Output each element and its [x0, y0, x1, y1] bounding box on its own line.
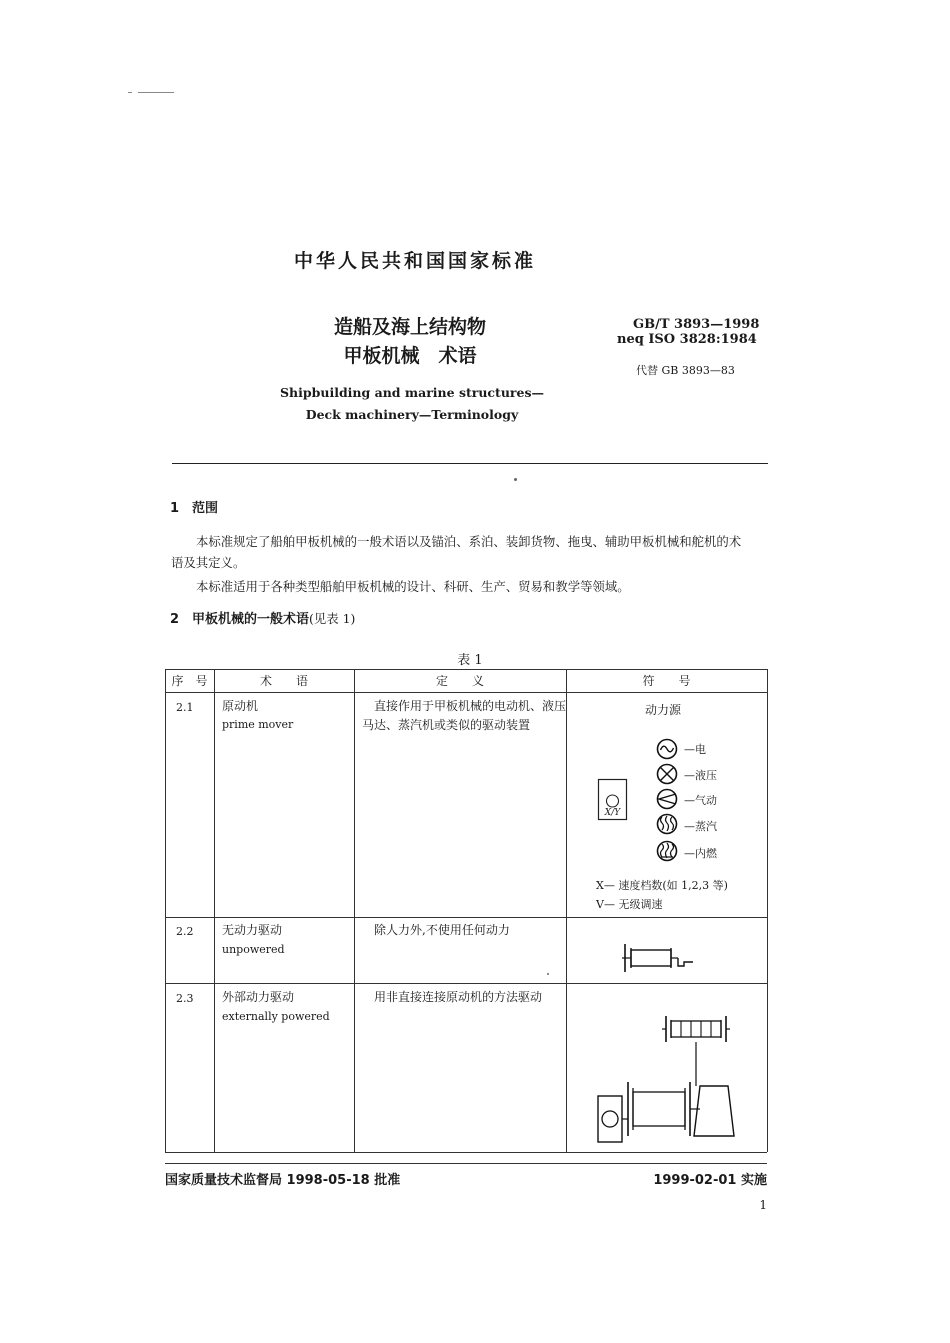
title-en-line2: Deck machinery—Terminology: [305, 407, 519, 422]
row3-def-line1: 用非直接连接原动机的方法驱动: [374, 990, 543, 1004]
title-cn-line2: 甲板机械 术语: [343, 345, 477, 367]
electric-source-icon: [656, 738, 678, 760]
table-caption: 表 1: [457, 653, 483, 668]
hydraulic-source-icon: [656, 763, 678, 785]
row1-no: 2.1: [176, 701, 194, 714]
row1-symbol-title: 动力源: [645, 703, 682, 717]
scan-dot: [547, 973, 549, 975]
table-col-divider-1: [214, 669, 215, 1152]
approval-line: 国家质量技术监督局 1998-05-18 批准: [165, 1173, 401, 1188]
iso-equivalent: neq ISO 3828:1984: [617, 332, 757, 347]
header-definition: 定 义: [435, 674, 484, 688]
row2-term-cn: 无动力驱动: [222, 923, 283, 937]
row2-def-line1: 除人力外,不使用任何动力: [374, 923, 510, 937]
table-left-border: [165, 669, 166, 1152]
row1-term-cn: 原动机: [222, 699, 259, 713]
row3-term-en: externally powered: [222, 1010, 330, 1023]
scan-mark-short: [128, 92, 132, 93]
section2-heading-ref: (见表 1): [309, 611, 356, 626]
combustion-source-icon: [656, 840, 678, 862]
row2-term-en: unpowered: [222, 943, 285, 956]
page-number: 1: [759, 1198, 767, 1212]
national-standard-heading: 中华人民共和国国家标准: [293, 250, 536, 272]
row1-note-x: X— 速度档数(如 1,2,3 等): [596, 879, 728, 892]
section2-heading-text: 2 甲板机械的一般术语: [170, 612, 310, 627]
std-number: GB/T 3893—1998: [633, 317, 760, 332]
row2-no: 2.2: [176, 925, 194, 938]
table-row-divider-2: [165, 983, 767, 984]
externally-powered-symbol: [596, 1012, 746, 1146]
row3-no: 2.3: [176, 992, 194, 1005]
row1-term-en: prime mover: [222, 718, 294, 731]
row1-note-v: V— 无级调速: [596, 898, 663, 911]
table-col-divider-3: [566, 669, 567, 1152]
header-rule: [172, 463, 768, 464]
footer-rule: [165, 1163, 767, 1164]
header-no: 序 号: [171, 674, 208, 688]
table-col-divider-2: [354, 669, 355, 1152]
pneumatic-source-label: —气动: [684, 794, 717, 807]
steam-source-icon: [656, 813, 678, 835]
section2-heading: [170, 608, 355, 627]
table-right-border: [767, 669, 768, 1152]
scan-dot: [514, 478, 517, 481]
section1-heading: 1 范围: [170, 501, 219, 516]
section1-para2: 本标准适用于各种类型船舶甲板机械的设计、科研、生产、贸易和教学等领域。: [196, 579, 630, 594]
steam-source-label: —蒸汽: [684, 820, 717, 833]
row1-def-line1: 直接作用于甲板机械的电动机、液压: [374, 699, 567, 713]
pneumatic-source-icon: [656, 788, 678, 810]
replaces-standard: 代替 GB 3893—83: [636, 364, 735, 377]
effective-date: 1999-02-01 实施: [653, 1173, 767, 1188]
table-top-border: [165, 669, 767, 670]
unpowered-winch-symbol: [622, 940, 694, 976]
table-header-bottom: [165, 692, 767, 693]
title-en-line1: Shipbuilding and marine structures—: [280, 385, 544, 400]
row3-term-cn: 外部动力驱动: [222, 990, 295, 1004]
combustion-source-label: —内燃: [684, 847, 717, 860]
title-cn-line1: 造船及海上结构物: [333, 316, 486, 338]
header-term: 术 语: [259, 674, 308, 688]
hydraulic-source-label: —液压: [684, 769, 717, 782]
header-symbol: 符 号: [642, 674, 691, 688]
table-row-divider-1: [165, 917, 767, 918]
section1-para1-line1: 本标准规定了船舶甲板机械的一般术语以及锚泊、系泊、装卸货物、拖曳、辅助甲板机械和舵机的术: [196, 534, 742, 549]
row1-def-line2: 马达、蒸汽机或类似的驱动装置: [362, 718, 531, 732]
electric-source-label: —电: [684, 743, 706, 756]
prime-mover-box-label: X/Y: [604, 808, 621, 818]
scan-mark: [138, 92, 174, 93]
table-bottom-border: [165, 1152, 767, 1153]
section1-para1-line2: 语及其定义。: [171, 555, 246, 570]
